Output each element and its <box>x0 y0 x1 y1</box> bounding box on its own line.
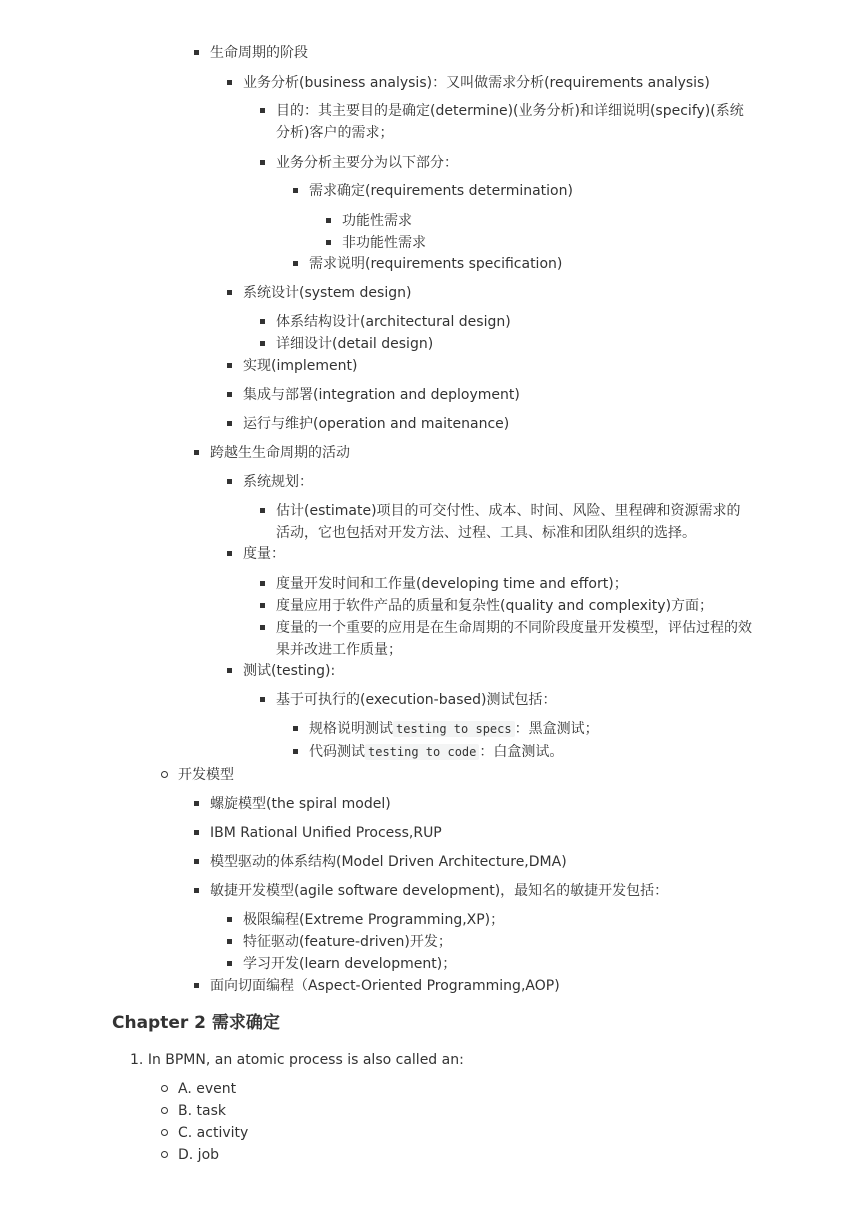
list-item-integration: 集成与部署(integration and deployment) <box>243 384 520 406</box>
list-item-learn-development: 学习开发(learn development)； <box>243 953 456 975</box>
question-1 <box>130 1049 464 1071</box>
list-item-architectural-design: 体系结构设计(architectural design) <box>276 311 511 333</box>
spec-test-suffix: ：黑盒测试； <box>514 721 599 737</box>
list-item-requirements-determination: 需求确定(requirements determination) <box>309 180 573 202</box>
list-item-spec-testing <box>309 718 599 740</box>
list-item-feature-driven: 特征驱动(feature-driven)开发； <box>243 931 452 953</box>
option-c: C. activity <box>178 1122 248 1144</box>
option-b: B. task <box>178 1100 226 1122</box>
list-item-functional-requirements: 功能性需求 <box>342 210 412 232</box>
list-item-business-analysis: 业务分析(business analysis)：又叫做需求分析(requirements analysis) <box>243 72 710 94</box>
list-item-estimate: 估计(estimate)项目的可交付性、成本、时间、风险、里程碑和资源需求的活动，它也包括对开发方法、过程、工具、标准和团队组织的选择。 <box>276 500 752 544</box>
list-item-xp: 极限编程(Extreme Programming,XP)； <box>243 909 504 931</box>
list-item-aop: 面向切面编程（Aspect-Oriented Programming,AOP) <box>210 975 560 997</box>
code-test-prefix: 代码测试 <box>309 744 365 760</box>
list-item-spiral: 螺旋模型(the spiral model) <box>210 793 391 815</box>
list-item-rup: IBM Rational Unified Process,RUP <box>210 822 442 844</box>
list-item-measure-2: 度量应用于软件产品的质量和复杂性(quality and complexity)方面； <box>276 595 713 617</box>
list-item-cross-lifecycle: 跨越生生命周期的活动 <box>210 442 350 464</box>
list-item-testing: 测试(testing): <box>243 660 335 682</box>
chapter-heading: Chapter 2 需求确定 <box>112 1013 280 1033</box>
list-item-analysis-parts: 业务分析主要分为以下部分： <box>276 152 458 174</box>
list-item-measure: 度量： <box>243 543 285 565</box>
question-text: In BPMN, an atomic process is also called an: <box>147 1052 464 1068</box>
list-item-purpose: 目的：其主要目的是确定(determine)(业务分析)和详细说明(specify)(系统分析)客户的需求； <box>276 100 752 144</box>
spec-test-code: testing to specs <box>393 721 515 737</box>
list-item-execution-based: 基于可执行的(execution-based)测试包括： <box>276 689 556 711</box>
option-d: D. job <box>178 1144 219 1166</box>
code-test-code: testing to code <box>365 744 479 760</box>
list-item-dev-models: 开发模型 <box>178 764 234 786</box>
list-item-system-planning: 系统规划： <box>243 471 313 493</box>
spec-test-prefix: 规格说明测试 <box>309 721 393 737</box>
question-number: 1. <box>130 1052 144 1068</box>
list-item-operation: 运行与维护(operation and maitenance) <box>243 413 509 435</box>
list-item-implement: 实现(implement) <box>243 355 357 377</box>
list-item-requirements-specification: 需求说明(requirements specification) <box>309 253 562 275</box>
list-item-detail-design: 详细设计(detail design) <box>276 333 433 355</box>
list-item-nonfunctional-requirements: 非功能性需求 <box>342 232 426 254</box>
list-item-lifecycle-phases: 生命周期的阶段 <box>210 42 308 64</box>
list-item-system-design: 系统设计(system design) <box>243 282 411 304</box>
list-item-agile: 敏捷开发模型(agile software development)，最知名的敏捷开发包括： <box>210 880 668 902</box>
option-a: A. event <box>178 1078 236 1100</box>
list-item-measure-3: 度量的一个重要的应用是在生命周期的不同阶段度量开发模型，评估过程的效果并改进工作质量； <box>276 617 752 661</box>
list-item-mda: 模型驱动的体系结构(Model Driven Architecture,DMA) <box>210 851 567 873</box>
code-test-suffix: ：白盒测试。 <box>479 744 564 760</box>
list-item-code-testing <box>309 741 563 763</box>
list-item-measure-1: 度量开发时间和工作量(developing time and effort)； <box>276 573 628 595</box>
